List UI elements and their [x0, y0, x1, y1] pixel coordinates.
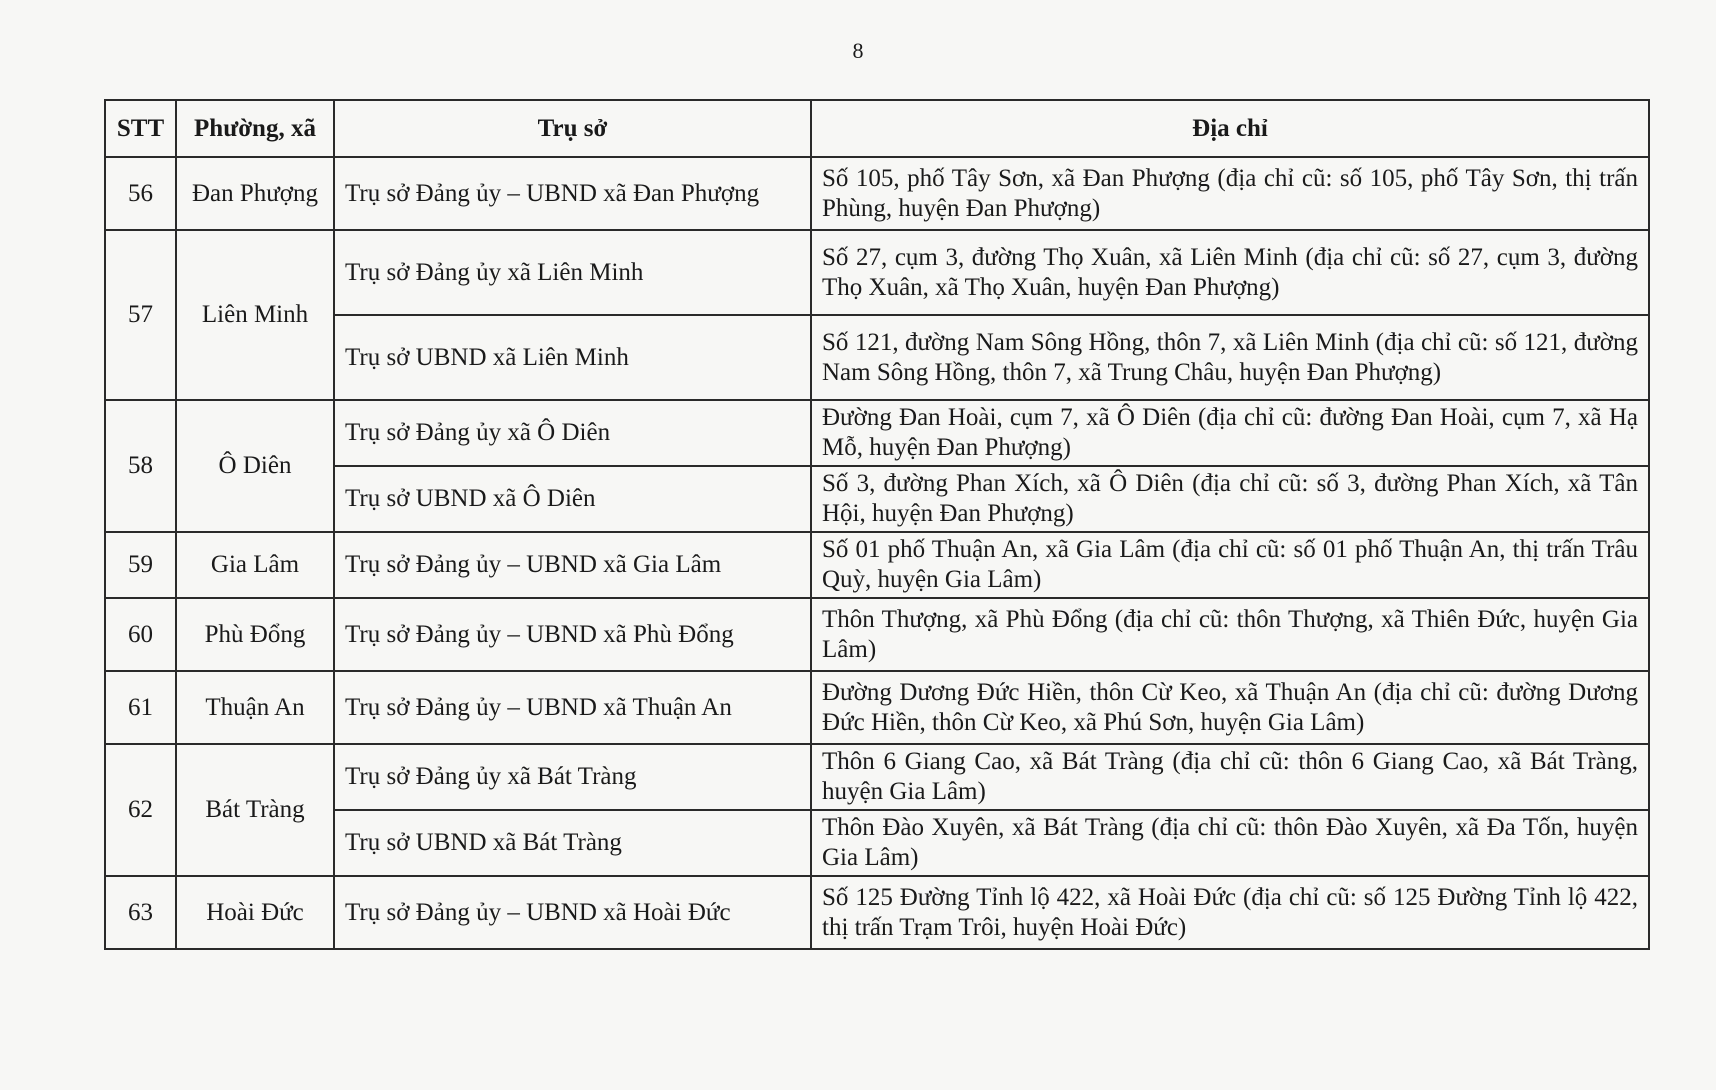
cell-ward: Ô Diên [176, 400, 334, 532]
table-row [105, 744, 1649, 810]
cell-office: Trụ sở UBND xã Ô Diên [334, 466, 811, 532]
header-address: Địa chỉ [811, 100, 1649, 157]
page-number: 8 [852, 38, 864, 63]
table-row [105, 466, 1649, 532]
cell-office: Trụ sở UBND xã Bát Tràng [334, 810, 811, 876]
cell-address: Số 125 Đường Tỉnh lộ 422, xã Hoài Đức (địa chỉ cũ: số 125 Đường Tỉnh lộ 422, thị trấn Trạm Trôi, huyện Hoài Đức) [811, 876, 1649, 949]
cell-office: Trụ sở Đảng ủy xã Ô Diên [334, 400, 811, 466]
cell-office: Trụ sở Đảng ủy – UBND xã Đan Phượng [334, 157, 811, 230]
cell-office: Trụ sở Đảng ủy xã Bát Tràng [334, 744, 811, 810]
cell-address: Đường Dương Đức Hiền, thôn Cừ Keo, xã Thuận An (địa chỉ cũ: đường Dương Đức Hiền, thôn Cừ Keo, xã Phú Sơn, huyện Gia Lâm) [811, 671, 1649, 744]
table-row [105, 598, 1649, 671]
table-row [105, 230, 1649, 315]
cell-ward: Phù Đổng [176, 598, 334, 671]
cell-ward: Đan Phượng [176, 157, 334, 230]
table-row [105, 400, 1649, 466]
table-row [105, 671, 1649, 744]
table-row [105, 157, 1649, 230]
headquarters-table [104, 99, 1650, 950]
table-header-row [105, 100, 1649, 157]
cell-ward: Bát Tràng [176, 744, 334, 876]
cell-address: Thôn 6 Giang Cao, xã Bát Tràng (địa chỉ cũ: thôn 6 Giang Cao, xã Bát Tràng, huyện Gia Lâm) [811, 744, 1649, 810]
cell-address: Đường Đan Hoài, cụm 7, xã Ô Diên (địa chỉ cũ: đường Đan Hoài, cụm 7, xã Hạ Mỗ, huyện Đan Phượng) [811, 400, 1649, 466]
cell-address: Thôn Thượng, xã Phù Đổng (địa chỉ cũ: thôn Thượng, xã Thiên Đức, huyện Gia Lâm) [811, 598, 1649, 671]
table-row [105, 532, 1649, 598]
cell-office: Trụ sở Đảng ủy – UBND xã Gia Lâm [334, 532, 811, 598]
cell-stt: 61 [105, 671, 176, 744]
cell-address: Số 105, phố Tây Sơn, xã Đan Phượng (địa chỉ cũ: số 105, phố Tây Sơn, thị trấn Phùng, huyện Đan Phượng) [811, 157, 1649, 230]
cell-stt: 63 [105, 876, 176, 949]
cell-stt: 62 [105, 744, 176, 876]
header-stt: STT [105, 100, 176, 157]
header-ward: Phường, xã [176, 100, 334, 157]
table-row [105, 315, 1649, 400]
cell-ward: Hoài Đức [176, 876, 334, 949]
cell-stt: 56 [105, 157, 176, 230]
cell-address: Số 121, đường Nam Sông Hồng, thôn 7, xã Liên Minh (địa chỉ cũ: số 121, đường Nam Sông Hồng, thôn 7, xã Trung Châu, huyện Đan Phượng) [811, 315, 1649, 400]
cell-office: Trụ sở Đảng ủy – UBND xã Thuận An [334, 671, 811, 744]
cell-office: Trụ sở Đảng ủy xã Liên Minh [334, 230, 811, 315]
table-row [105, 876, 1649, 949]
cell-stt: 58 [105, 400, 176, 532]
cell-ward: Thuận An [176, 671, 334, 744]
cell-ward: Liên Minh [176, 230, 334, 400]
cell-address: Số 01 phố Thuận An, xã Gia Lâm (địa chỉ cũ: số 01 phố Thuận An, thị trấn Trâu Quỳ, huyện Gia Lâm) [811, 532, 1649, 598]
cell-office: Trụ sở Đảng ủy – UBND xã Hoài Đức [334, 876, 811, 949]
cell-ward: Gia Lâm [176, 532, 334, 598]
cell-stt: 60 [105, 598, 176, 671]
cell-address: Thôn Đào Xuyên, xã Bát Tràng (địa chỉ cũ: thôn Đào Xuyên, xã Đa Tốn, huyện Gia Lâm) [811, 810, 1649, 876]
cell-stt: 59 [105, 532, 176, 598]
header-office: Trụ sở [334, 100, 811, 157]
cell-stt: 57 [105, 230, 176, 400]
cell-address: Số 27, cụm 3, đường Thọ Xuân, xã Liên Minh (địa chỉ cũ: số 27, cụm 3, đường Thọ Xuân, xã Thọ Xuân, huyện Đan Phượng) [811, 230, 1649, 315]
table-row [105, 810, 1649, 876]
cell-office: Trụ sở Đảng ủy – UBND xã Phù Đổng [334, 598, 811, 671]
cell-office: Trụ sở UBND xã Liên Minh [334, 315, 811, 400]
cell-address: Số 3, đường Phan Xích, xã Ô Diên (địa chỉ cũ: số 3, đường Phan Xích, xã Tân Hội, huyện Đan Phượng) [811, 466, 1649, 532]
